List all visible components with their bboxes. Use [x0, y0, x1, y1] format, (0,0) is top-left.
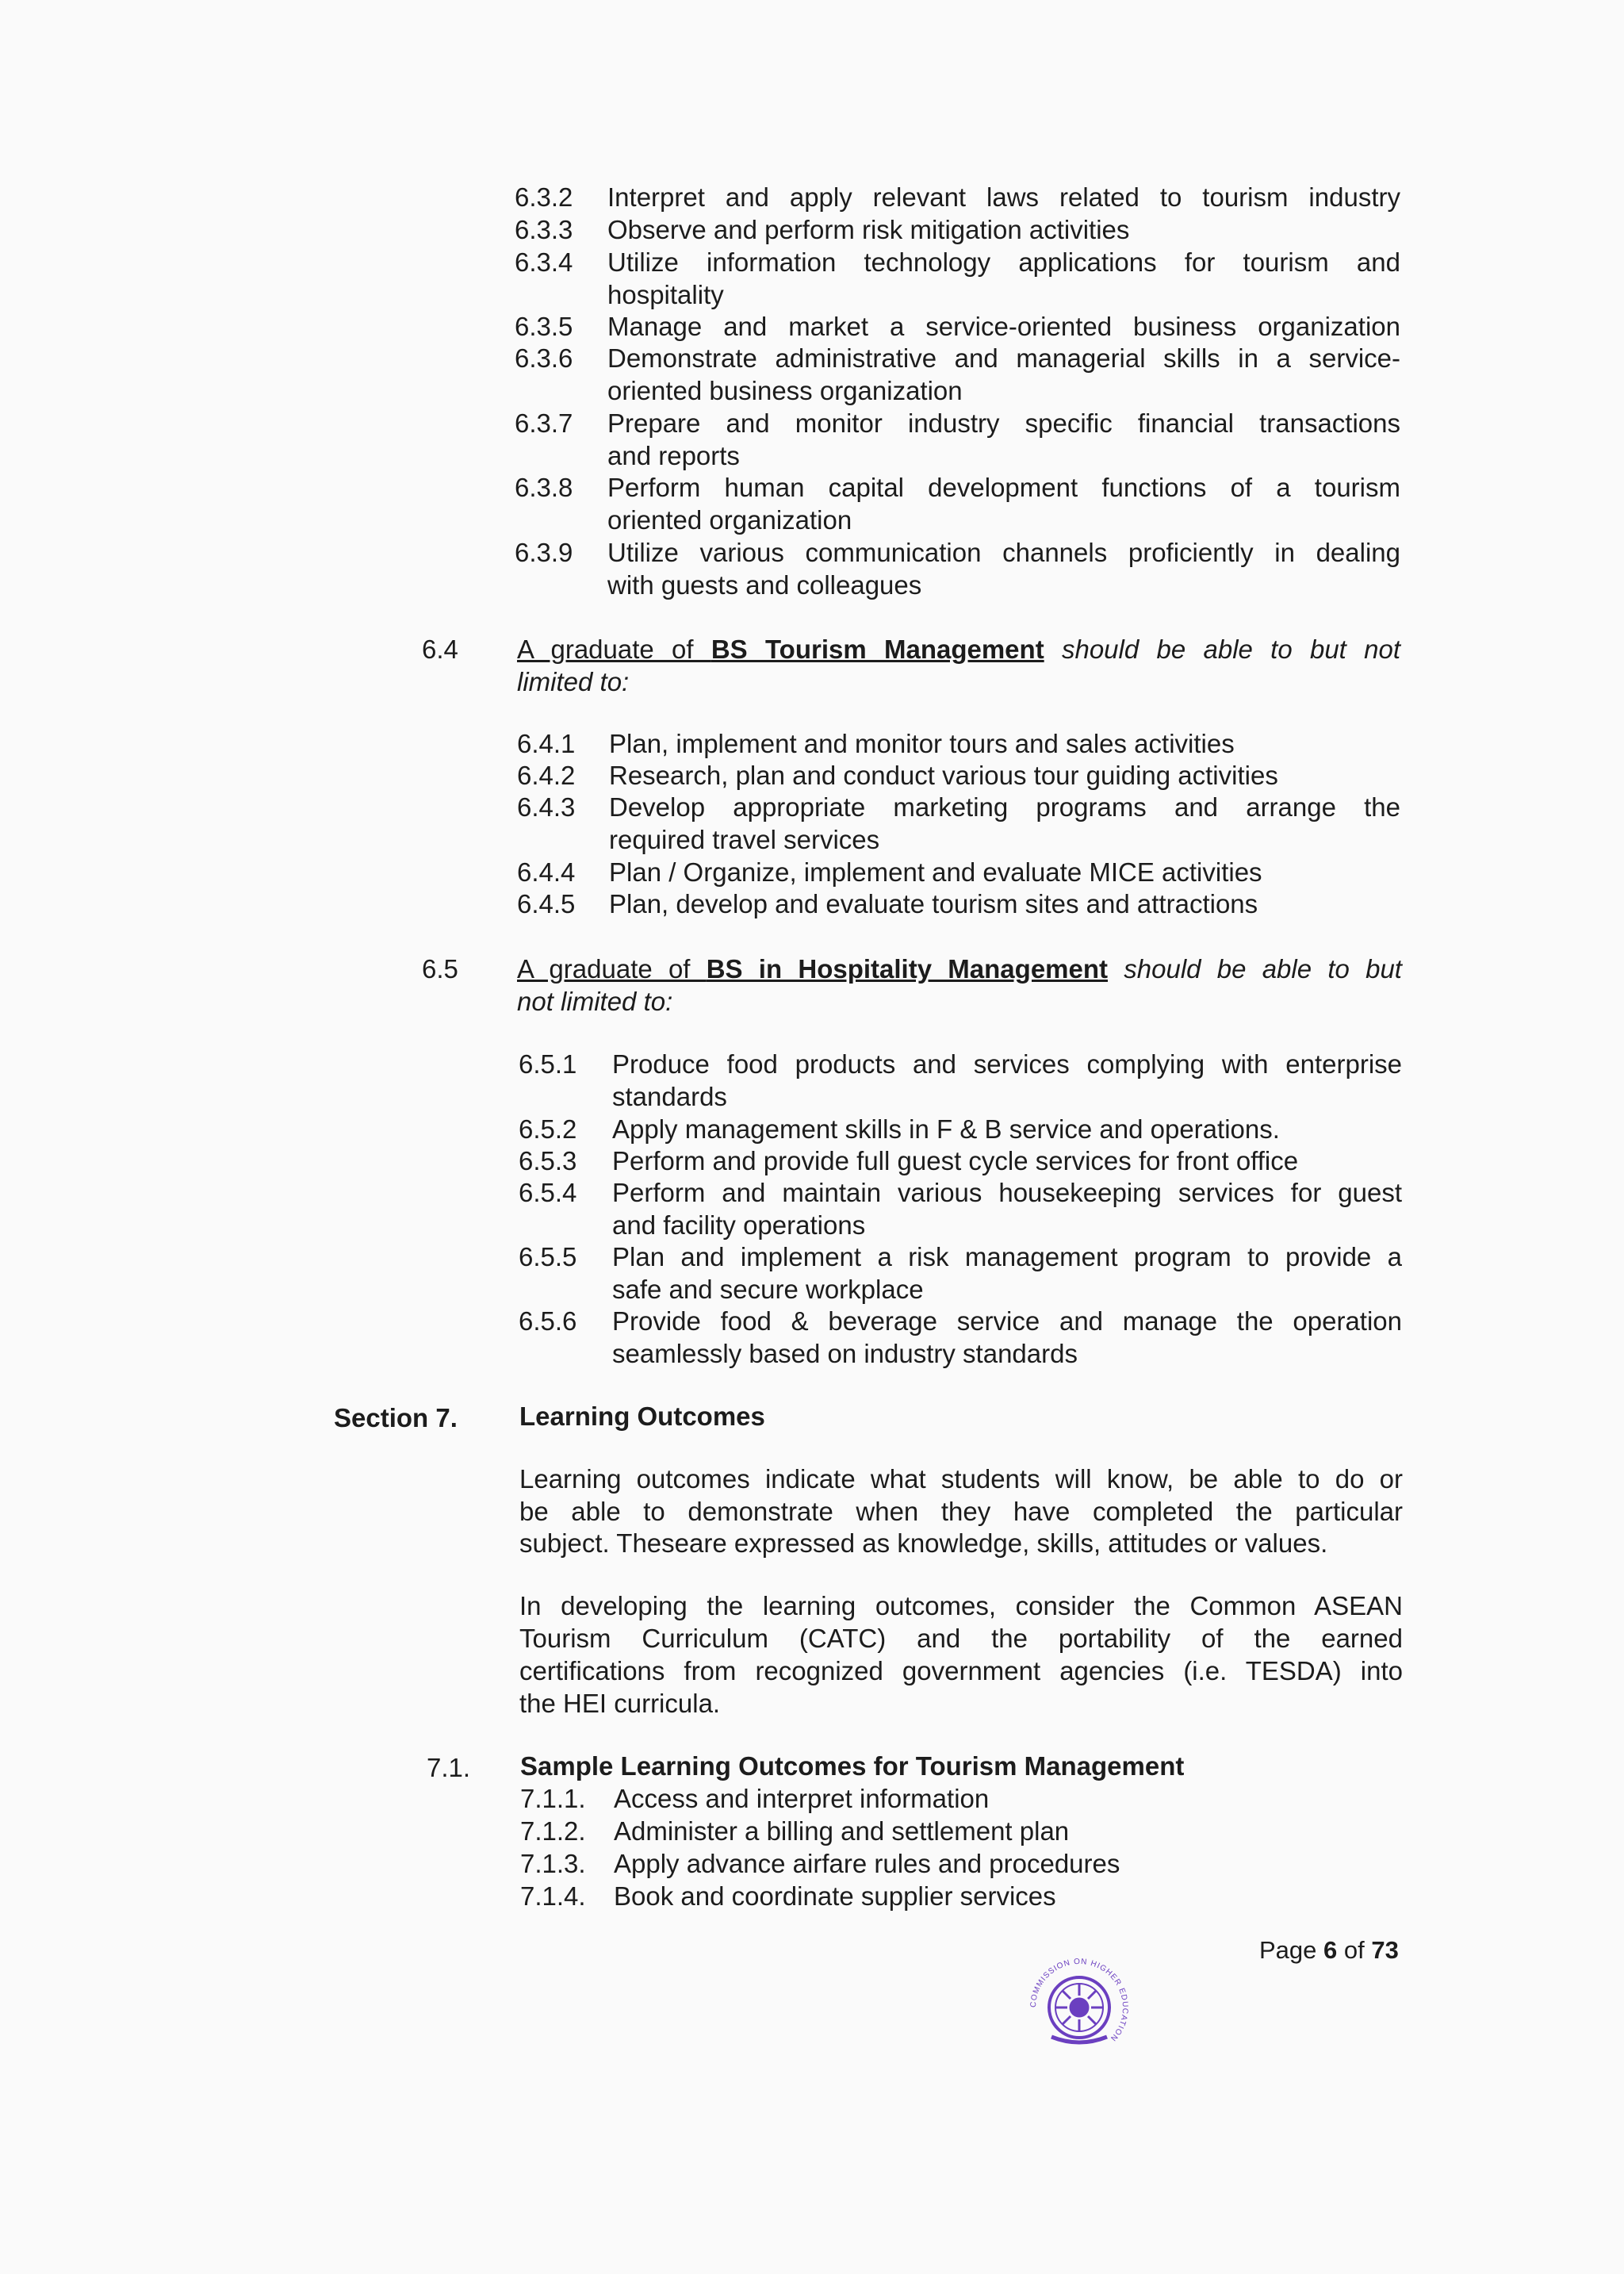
ched-seal-icon: [1020, 1948, 1139, 2067]
intro-lead: A graduate of: [517, 954, 707, 984]
item-number: 6.3.4: [515, 247, 573, 277]
item-text: Develop appropriate marketing programs and arrange the: [609, 792, 1400, 822]
item-text: Research, plan and conduct various tour guiding activities: [609, 761, 1278, 790]
item-number: 6.3.6: [515, 343, 573, 373]
item-text: Perform human capital development functions of a tourism: [607, 473, 1400, 502]
item-text: Administer a billing and settlement plan: [614, 1816, 1070, 1846]
item-text: Utilize information technology applications for tourism and: [607, 247, 1400, 277]
subsection-intro-cont: limited to:: [517, 667, 630, 696]
item-text: Interpret and apply relevant laws related to tourism industry: [607, 182, 1400, 212]
subsection-intro: [517, 953, 1402, 985]
item-number: 6.3.5: [515, 312, 573, 341]
subsection-intro: [517, 634, 1400, 665]
item-text: Observe and perform risk mitigation activities: [607, 215, 1130, 244]
item-text: Plan / Organize, implement and evaluate MICE activities: [609, 857, 1262, 887]
paragraph-line: Learning outcomes indicate what students will know, be able to do or: [519, 1464, 1403, 1494]
paragraph-line: certifications from recognized government agencies (i.e. TESDA) into: [519, 1656, 1403, 1685]
item-text: Provide food & beverage service and manage the operation: [612, 1306, 1402, 1336]
page-label: Page: [1259, 1936, 1324, 1964]
paragraph-line: In developing the learning outcomes, consider the Common ASEAN: [519, 1591, 1403, 1620]
subsection-intro-cont: not limited to:: [517, 987, 673, 1016]
item-number: 6.3.2: [515, 182, 573, 212]
item-number: 6.5.1: [519, 1049, 577, 1079]
item-number: 7.1.1.: [520, 1784, 586, 1813]
paragraph-line: be able to demonstrate when they have completed the particular: [519, 1497, 1403, 1526]
subsection-number: 6.4: [422, 635, 458, 664]
item-number: 6.3.7: [515, 408, 573, 438]
item-text: Produce food products and services complying with enterprise: [612, 1049, 1402, 1079]
seal-text: COMMISSION ON HIGHER EDUCATION: [1028, 1957, 1130, 2043]
section-label: Section 7.: [334, 1403, 458, 1432]
item-text: Plan, develop and evaluate tourism sites and attractions: [609, 889, 1258, 918]
item-number: 6.3.3: [515, 215, 573, 244]
item-number: 6.4.5: [517, 889, 576, 918]
item-number: 6.5.2: [519, 1114, 577, 1144]
item-text-cont: hospitality: [607, 280, 724, 309]
item-text-cont: required travel services: [609, 825, 880, 854]
item-text: Demonstrate administrative and managerial skills in a service-: [607, 343, 1400, 373]
item-text-cont: seamlessly based on industry standards: [612, 1339, 1078, 1368]
page-number: [1259, 1935, 1399, 1966]
item-number: 6.4.4: [517, 857, 576, 887]
intro-tail: should be able to but not: [1044, 635, 1400, 664]
item-number: 7.1.2.: [520, 1816, 586, 1846]
item-text: Apply management skills in F & B service and operations.: [612, 1114, 1280, 1144]
paragraph-line: Tourism Curriculum (CATC) and the portability of the earned: [519, 1624, 1403, 1653]
item-text: Plan, implement and monitor tours and sales activities: [609, 729, 1235, 758]
item-text: Plan and implement a risk management program to provide a: [612, 1242, 1402, 1271]
item-text: Manage and market a service-oriented business organization: [607, 312, 1400, 341]
item-number: 6.3.9: [515, 538, 573, 567]
item-text: Prepare and monitor industry specific financial transactions: [607, 408, 1400, 438]
intro-tail: should be able to but: [1108, 954, 1402, 984]
item-number: 6.5.3: [519, 1146, 577, 1175]
section-title: Learning Outcomes: [519, 1402, 765, 1431]
item-text: Access and interpret information: [614, 1784, 990, 1813]
item-text: Perform and provide full guest cycle services for front office: [612, 1146, 1299, 1175]
item-number: 6.4.2: [517, 761, 576, 790]
paragraph-line: the HEI curricula.: [519, 1689, 721, 1718]
item-number: 6.5.5: [519, 1242, 577, 1271]
item-number: 7.1.4.: [520, 1881, 586, 1911]
item-text: Apply advance airfare rules and procedures: [614, 1849, 1120, 1878]
item-number: 6.4.3: [517, 792, 576, 822]
subsection-number: 7.1.: [427, 1753, 471, 1782]
item-number: 6.3.8: [515, 473, 573, 502]
paragraph-line: subject. Theseare expressed as knowledge, skills, attitudes or values.: [519, 1528, 1328, 1558]
item-text-cont: oriented organization: [607, 505, 852, 535]
intro-lead: A graduate of: [517, 635, 711, 664]
subsection-title: Sample Learning Outcomes for Tourism Management: [520, 1751, 1185, 1781]
item-number: 6.5.6: [519, 1306, 577, 1336]
subsection-number: 6.5: [422, 954, 458, 984]
item-number: 6.4.1: [517, 729, 576, 758]
item-text-cont: and facility operations: [612, 1210, 866, 1240]
item-text: Utilize various communication channels proficiently in dealing: [607, 538, 1400, 567]
item-text-cont: and reports: [607, 441, 740, 470]
item-text: Book and coordinate supplier services: [614, 1881, 1056, 1911]
item-text-cont: oriented business organization: [607, 376, 963, 405]
item-text-cont: safe and secure workplace: [612, 1275, 924, 1304]
item-text: Perform and maintain various housekeeping services for guest: [612, 1178, 1402, 1207]
item-text-cont: standards: [612, 1082, 727, 1111]
program-name: BS Tourism Management: [710, 635, 1044, 664]
item-text-cont: with guests and colleagues: [607, 570, 922, 600]
page-total: 73: [1371, 1936, 1399, 1964]
page-current: 6: [1323, 1936, 1338, 1964]
page-of: of: [1337, 1936, 1372, 1964]
item-number: 6.5.4: [519, 1178, 577, 1207]
program-name: BS in Hospitality Management: [706, 954, 1109, 984]
item-number: 7.1.3.: [520, 1849, 586, 1878]
